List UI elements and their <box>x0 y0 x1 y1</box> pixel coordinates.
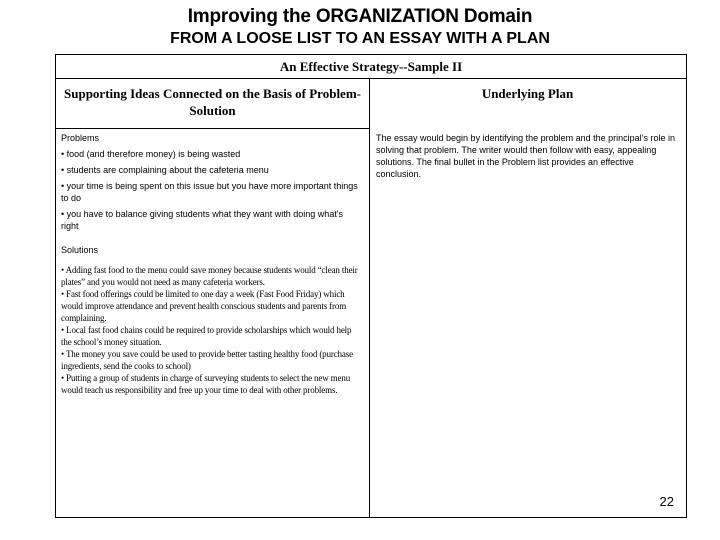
problem-item: • you have to balance giving students what they want with doing what's right <box>61 209 344 231</box>
title-emphasis: ORGANIZATION <box>315 6 459 27</box>
left-header-divider <box>56 128 369 129</box>
solutions-list <box>61 264 363 396</box>
problem-item: • food (and therefore money) is being wasted <box>61 149 241 159</box>
page-title <box>0 6 720 28</box>
solution-item: • The money you save could be used to provide better tasting healthy food (purchase ingredients, send the cooks to school) <box>61 349 353 371</box>
problem-item: • students are complaining about the cafeteria menu <box>61 165 269 175</box>
solution-item: • Local fast food chains could be required to provide scholarships which would help the school’s money situation. <box>61 325 352 347</box>
problems-label: Problems <box>61 133 100 143</box>
solution-item: • Adding fast food to the menu could save money because students would “clean their plates” and you would not need as many cafeteria workers. <box>61 265 358 287</box>
title-suffix: Domain <box>463 6 533 27</box>
title-prefix: Improving the <box>187 6 311 27</box>
solutions-label: Solutions <box>61 245 99 255</box>
column-divider <box>369 79 370 517</box>
strategy-frame <box>55 54 687 518</box>
right-column-header: Underlying Plan <box>481 86 574 101</box>
solution-item: • Putting a group of students in charge of surveying students to select the new menu would teach us responsibility and free up your time to deal with other problems. <box>61 373 351 395</box>
frame-header: An Effective Strategy--Sample II <box>56 55 686 79</box>
underlying-plan-text: The essay would begin by identifying the problem and the principal’s role in solving that problem. The writer would then follow with easy, appealing solutions. The final bullet in the Problem list provides an effective conclusion. <box>376 133 676 179</box>
page-number: 22 <box>659 494 674 509</box>
left-column-header: Supporting Ideas Connected on the Basis of Problem-Solution <box>64 86 361 118</box>
solution-item: • Fast food offerings could be limited to one day a week (Fast Food Friday) which would improve attendance and prevent health conscious students and parents from complaining. <box>61 289 347 323</box>
supporting-ideas <box>61 132 363 396</box>
page-subtitle: FROM A LOOSE LIST TO AN ESSAY WITH A PLAN <box>170 30 550 47</box>
problem-item: • your time is being spent on this issue but you have more important things to do <box>61 181 358 203</box>
